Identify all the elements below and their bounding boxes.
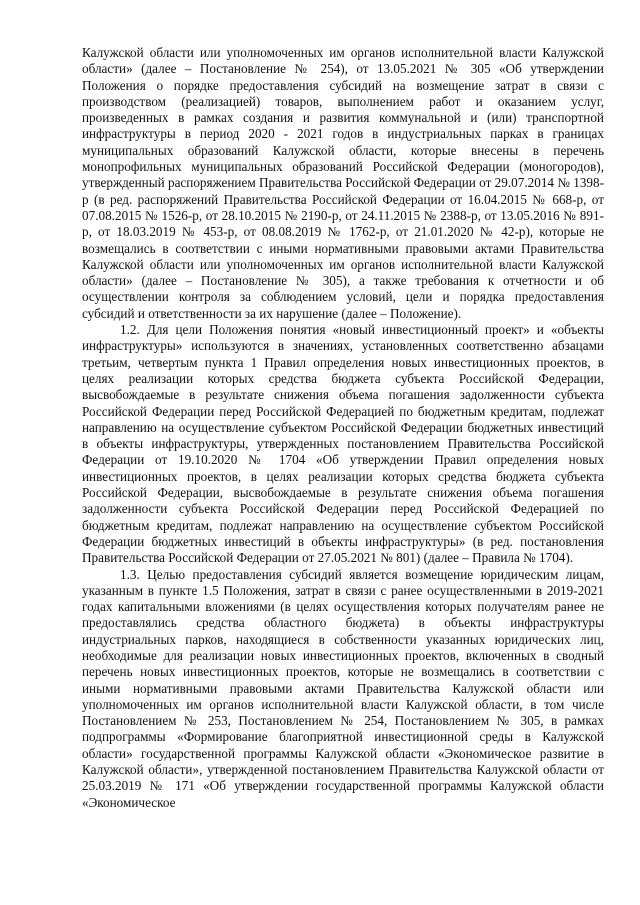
paragraph-continuation: Калужской области или уполномоченных им органов исполнительной власти Калужской области» (далее – Постановление № 254), от 13.05.2021 № 305 «Об утверждении Положения о порядке предоставления субсидий на возмещение затрат в связи с производством (реализацией) товаров, выполнением работ и оказанием услуг, произведенных в рамках создания и развития коммунальной и (или) транспортной инфраструктуры в период 2020 - 2021 годов в индустриальных парках в границах муниципальных образований Калужской области, которые внесены в перечень монопрофильных муниципальных образований Российской Федерации (моногородов), утвержденный распоряжением Правительства Российской Федерации от 29.07.2014 № 1398-р (в ред. распоряжений Правительства Российской Федерации от 16.04.2015 № 668-р, от 07.08.2015 № 1526-р, от 28.10.2015 № 2190-р, от 24.11.2015 № 2388-р, от 13.05.2016 № 891-р, от 18.03.2019 № 453-р, от 08.08.2019 № 1762-р, от 21.01.2020 № 42-р), которые не возмещались в соответствии с иными нормативными правовыми актами Правительства Калужской области или уполномоченных им органов исполнительной власти Калужской области» (далее – Постановление № 305), а также требования к отчетности и об осуществлении контроля за соблюдением условий, цели и порядка предоставления субсидий и ответственности за их нарушение (далее – Положение).	[82, 45, 604, 321]
paragraph-1-2: 1.2. Для цели Положения понятия «новый инвестиционный проект» и «объекты инфраструктуры» используются в значениях, установленных соответственно абзацами третьим, четвертым пункта 1 Правил определения новых инвестиционных проектов, в целях реализации которых средства бюджета субъекта Российской Федерации, высвобождаемые в результате снижения объема погашения задолженности субъекта Российской Федерации перед Российской Федерацией по бюджетным кредитам, подлежат направлению на осуществление субъектом Российской Федерации бюджетных инвестиций в объекты инфраструктуры, утвержденных постановлением Правительства Российской Федерации от 19.10.2020 № 1704 «Об утверждении Правил определения новых инвестиционных проектов, в целях реализации которых средства бюджета субъекта Российской Федерации, высвобождаемые в результате снижения объема погашения задолженности субъекта Российской Федерации перед Российской Федерацией по бюджетным кредитам, подлежат направлению на осуществление субъектом Российской Федерации бюджетных инвестиций в объекты инфраструктуры» (в ред. постановления Правительства Российской Федерации от 27.05.2021 № 801) (далее – Правила № 1704).	[82, 322, 604, 566]
document-body	[82, 45, 604, 811]
paragraph-1-3: 1.3. Целью предоставления субсидий является возмещение юридическим лицам, указанным в пункте 1.5 Положения, затрат в связи с ранее осуществленными в 2019-2021 годах капитальными вложениями (в целях осуществления которых получателям ранее не предоставлялись средства областного бюджета) в объекты инфраструктуры индустриальных парков, находящиеся в собственности указанных юридических лиц, необходимые для реализации новых инвестиционных проектов, включенных в сводный перечень новых инвестиционных проектов, которые не возмещались в соответствии с иными нормативными правовыми актами Правительства Калужской области или уполномоченных им органов исполнительной власти Калужской области, в том числе Постановлением № 253, Постановлением № 254, Постановлением № 305, в рамках подпрограммы «Формирование благоприятной инвестиционной среды в Калужской области» государственной программы Калужской области «Экономическое развитие в Калужской области», утвержденной постановлением Правительства Калужской области от 25.03.2019 № 171 «Об утверждении государственной программы Калужской области «Экономическое	[82, 566, 604, 810]
